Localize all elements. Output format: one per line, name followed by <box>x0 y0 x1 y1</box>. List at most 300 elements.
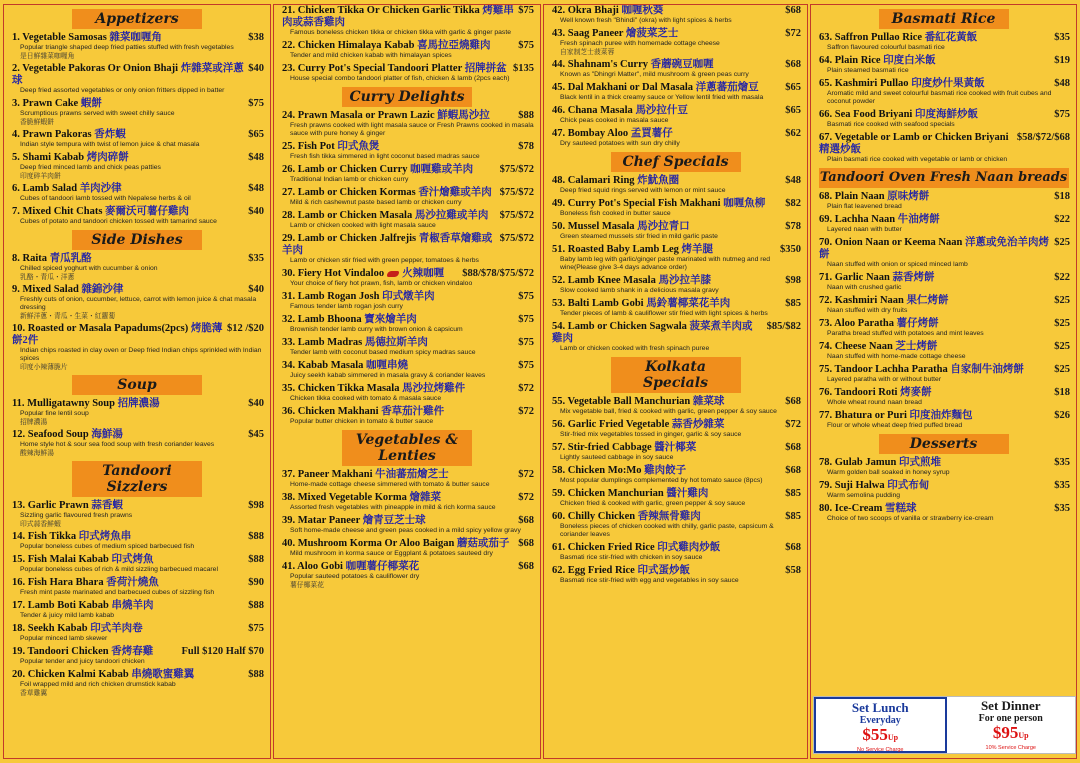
dish-name-chinese: 炸雜菜或洋蔥球 <box>12 63 244 86</box>
dish-name-line <box>552 128 673 140</box>
dish-description: Green steamed mussels stir fried in mild garlic paste <box>560 233 718 240</box>
dish-name-chinese: 雞肉餃子 <box>644 465 687 476</box>
dish-price: $25 <box>1054 341 1070 352</box>
dish-price: $68 <box>518 538 534 549</box>
dish-name-chinese: 咖喱雞或羊肉 <box>410 164 474 175</box>
dish-description: House special combo tandoori platter of fish, chicken & lamb (2pcs each) <box>290 75 510 82</box>
dish-name-line <box>282 291 435 303</box>
menu-item-row <box>12 98 264 110</box>
dish-price: $75/$72 <box>499 210 534 221</box>
menu-item <box>274 210 540 230</box>
dish-name-chinese: 芝士烤餅 <box>895 341 938 352</box>
dish-name: 63. Saffron Pullao Rice <box>819 32 923 43</box>
dish-name: 65. Kashmiri Pullao <box>819 78 909 89</box>
menu-item <box>811 503 1076 523</box>
menu-item-row <box>819 32 1070 44</box>
dish-name: 23. Curry Pot's Special Tandoori Platter <box>282 63 463 74</box>
dish-description: Tender & juicy mild lamb kabab <box>20 612 115 619</box>
dish-name-chinese: 香炸蝦 <box>94 129 126 140</box>
dish-name: 39. Matar Paneer <box>282 515 361 526</box>
dish-name-line <box>819 318 939 330</box>
dish-name: 2. Vegetable Pakoras Or Onion Bhaji <box>12 63 179 74</box>
menu-item <box>544 5 807 25</box>
dish-name: 10. Roasted or Masala Papadums(2pcs) <box>12 323 189 334</box>
menu-item <box>544 511 807 539</box>
dish-name-line <box>552 5 663 17</box>
menu-item <box>274 360 540 380</box>
dish-name: 69. Lachha Naan <box>819 214 896 225</box>
dish-name: 68. Plain Naan <box>819 191 885 202</box>
dish-name-chinese: 雜菜咖喱角 <box>109 32 162 43</box>
menu-item-row <box>282 360 534 372</box>
dish-name: 55. Vegetable Ball Manchurian <box>552 396 691 407</box>
menu-item-row <box>12 32 264 44</box>
dish-description: Saffron flavoured colourful basmati rice <box>827 44 945 51</box>
dish-name: 31. Lamb Rogan Josh <box>282 291 380 302</box>
menu-item-row <box>282 5 534 29</box>
dish-name: 24. Prawn Masala or Prawn Lazic <box>282 110 435 121</box>
dish-description: Plain basmati rice cooked with vegetable or lamb or chicken <box>827 156 1008 163</box>
dish-name: 61. Chicken Fried Rice <box>552 542 655 553</box>
menu-item <box>4 531 270 551</box>
dish-name: 19. Tandoori Chicken <box>12 646 109 657</box>
dish-name-line <box>12 398 160 410</box>
dish-price: $75 <box>518 337 534 348</box>
dish-description-chinese: 印度碎羊肉餅 <box>20 172 61 180</box>
dish-name-chinese: 燴菠菜芝士 <box>625 28 679 39</box>
dish-description-chinese: 新鮮洋蔥・青瓜・生菜・紅蘿蔔 <box>20 312 116 320</box>
dish-name-line <box>819 55 936 67</box>
dish-price: $38 <box>248 32 264 43</box>
dish-name-chinese: 印式雞肉炒飯 <box>657 542 721 553</box>
dish-name-chinese: 招牌拼盆 <box>464 63 507 74</box>
dish-description: Lamb or chicken cooked with fresh spinach puree <box>560 345 710 352</box>
dish-name: 20. Chicken Kalmi Kabab <box>12 669 129 680</box>
dish-description: Soft home-made cheese and green peas cooked in a mild spicy yellow gravy <box>290 527 521 534</box>
dish-name-chinese: 自家制牛油烤餅 <box>950 364 1024 375</box>
set-dinner-price: $95Up <box>992 723 1029 742</box>
menu-item <box>811 191 1076 211</box>
menu-item-row <box>12 183 264 195</box>
dish-description: Popular fine lentil soup <box>20 410 89 417</box>
dish-description-chinese: 印式蒜香鮮蝦 <box>20 520 61 528</box>
dish-name-chinese: 烤肉碎餅 <box>86 152 129 163</box>
dish-description: Indian style tempura with twist of lemon juice & chat masala <box>20 141 200 148</box>
dish-price: $75/$72 <box>499 233 534 244</box>
dish-price: $75 <box>518 291 534 302</box>
dish-price: $19 <box>1054 55 1070 66</box>
menu-item-row <box>552 488 801 500</box>
menu-item <box>544 298 807 318</box>
menu-item <box>274 314 540 334</box>
dish-name-line <box>282 210 488 222</box>
dish-price: $22 <box>1054 272 1070 283</box>
dish-name-line <box>552 565 690 577</box>
dish-name-chinese: 牛油烤餅 <box>897 214 940 225</box>
dish-name-line <box>282 110 490 122</box>
dish-price: $35 <box>248 253 264 264</box>
dish-name-chinese: 印式燉羊肉 <box>382 291 435 302</box>
dish-name: 3. Prawn Cake <box>12 98 79 109</box>
dish-name-chinese: 印度炒什果黃飯 <box>911 78 985 89</box>
dish-name-chinese: 招牌濃湯 <box>117 398 160 409</box>
menu-item <box>544 488 807 508</box>
menu-item <box>274 110 540 138</box>
dish-price: $18 <box>1054 191 1070 202</box>
dish-name-line <box>12 577 159 589</box>
menu-item-row <box>282 40 534 52</box>
menu-item <box>4 323 270 371</box>
menu-item <box>4 398 270 426</box>
dish-description: Chick peas cooked in masala sauce <box>560 117 669 124</box>
menu-item <box>544 442 807 462</box>
dish-description: Assorted fresh vegetables with pineapple in mild & rich korma sauce <box>290 504 496 511</box>
dish-price: $68 <box>518 561 534 572</box>
menu-item <box>274 187 540 207</box>
set-dinner-note: 10% Service Charge <box>985 745 1036 751</box>
menu-item <box>544 82 807 102</box>
set-lunch-sub: Everyday <box>859 715 901 726</box>
dish-description: Naan with crushed garlic <box>827 284 902 291</box>
dish-name: 45. Dal Makhani or Dal Masala <box>552 82 693 93</box>
menu-item-row <box>552 511 801 523</box>
menu-item-row <box>819 132 1070 156</box>
dish-description: Cubes of tandoori lamb tossed with Nepalese herbs & oil <box>20 195 191 202</box>
menu-item-row <box>819 55 1070 67</box>
menu-item <box>4 554 270 574</box>
dish-name-line <box>819 32 977 44</box>
dish-name-line <box>12 669 194 681</box>
dish-name-chinese: 燴雜菜 <box>409 492 441 503</box>
dish-name-chinese: 香蘑碗豆咖喱 <box>650 59 714 70</box>
dish-name: 30. Fiery Hot Vindaloo <box>282 268 385 279</box>
dish-name-line <box>552 105 688 117</box>
dish-description: Plain steamed basmati rice <box>827 67 909 74</box>
dish-name-chinese: 印式魚煲 <box>337 141 380 152</box>
dish-price: $75 <box>1054 109 1070 120</box>
dish-price: $75 <box>518 40 534 51</box>
dish-name-chinese: 寶來燴羊肉 <box>364 314 417 325</box>
dish-name-chinese: 咖喱秋葵 <box>621 5 664 16</box>
menu-item <box>274 141 540 161</box>
section-title: Kolkata Specials <box>611 357 741 393</box>
dish-description: Home style hot & sour sea food soup with fresh coriander leaves <box>20 441 215 448</box>
dish-name-line <box>282 63 507 75</box>
menu-item <box>274 492 540 512</box>
dish-name-line <box>552 82 759 94</box>
dish-price: $25 <box>1054 295 1070 306</box>
dish-price: $48 <box>248 152 264 163</box>
dish-price: $25 <box>1054 318 1070 329</box>
dish-name-chinese: 醬汁椰菜 <box>654 442 697 453</box>
dish-name: 11. Mulligatawny Soup <box>12 398 115 409</box>
dish-name-line <box>819 237 1050 261</box>
dish-name: 33. Lamb Madras <box>282 337 363 348</box>
dish-description: Tender pieces of lamb & cauliflower stir fried with light spices & herbs <box>560 310 768 317</box>
dish-name-chinese: 喜馬拉亞燒雞肉 <box>417 40 491 51</box>
dish-price: $88 <box>518 110 534 121</box>
dish-price: $72 <box>518 406 534 417</box>
menu-item-row <box>282 314 534 326</box>
dish-description: Mild & rich cashewnut paste based lamb or chicken curry <box>290 199 462 206</box>
dish-name: 21. Chicken Tikka Or Chicken Garlic Tikka <box>282 5 480 16</box>
dish-description: Tender and mild chicken kabab with himalayan spices <box>290 52 452 59</box>
dish-price: $75 <box>248 623 264 634</box>
menu-item-row <box>552 221 801 233</box>
dish-price: $35 <box>1054 32 1070 43</box>
dish-name-line <box>282 337 428 349</box>
menu-item <box>544 198 807 218</box>
dish-name-line <box>552 396 724 408</box>
dish-price: $68 <box>785 542 801 553</box>
menu-item-row <box>282 406 534 418</box>
dish-name-line <box>282 187 492 199</box>
dish-name-chinese: 香草茄汁雞件 <box>381 406 445 417</box>
dish-name-chinese: 蒜香炒雜菜 <box>671 419 725 430</box>
menu-item <box>811 341 1076 361</box>
dish-name: 36. Chicken Makhani <box>282 406 379 417</box>
menu-item <box>544 275 807 295</box>
menu-item <box>811 295 1076 315</box>
set-dinner-box <box>947 697 1076 753</box>
menu-item <box>4 63 270 95</box>
dish-description: Indian chips roasted in clay oven or Deep fried Indian chips sprinkled with Indian spices <box>20 347 262 362</box>
dish-name: 16. Fish Hara Bhara <box>12 577 104 588</box>
dish-name-chinese: 火辣咖喱 <box>402 268 445 279</box>
dish-name: 67. Vegetable or Lamb or Chicken Briyani <box>819 132 1009 143</box>
dish-price: $12 /$20 <box>226 323 264 334</box>
dish-name-line <box>282 268 444 280</box>
dish-description: Famous boneless chicken tikka or chicken tikka with garlic & ginger paste <box>290 29 512 36</box>
dish-name-line <box>12 32 162 44</box>
dish-name-line <box>282 164 473 176</box>
dish-description-chinese: 香草雞翼 <box>20 689 48 697</box>
dish-price: $78 <box>785 221 801 232</box>
menu-item-row <box>819 503 1070 515</box>
menu-item <box>274 233 540 265</box>
dish-name: 58. Chicken Mo:Mo <box>552 465 642 476</box>
dish-name-line <box>819 78 985 90</box>
set-dinner-sub: For one person <box>978 713 1043 724</box>
dish-description-chinese: 酸辣海鮮湯 <box>20 449 54 457</box>
dish-description: Scrumptious prawns served with sweet chilly sauce <box>20 110 175 117</box>
menu-item-row <box>552 419 801 431</box>
dish-price: $88/$78/$75/$72 <box>462 268 534 279</box>
column-4-items <box>811 9 1076 523</box>
dish-name: 34. Kabab Masala <box>282 360 364 371</box>
menu-item-row <box>12 429 264 441</box>
menu-item-row <box>12 206 264 218</box>
dish-name-line <box>819 191 929 203</box>
dish-name: 40. Mushroom Korma Or Aloo Baigan <box>282 538 455 549</box>
menu-item-row <box>819 78 1070 90</box>
menu-item <box>544 419 807 439</box>
menu-item <box>544 565 807 585</box>
dish-description: Warm golden ball soaked in honey syrup <box>827 469 950 476</box>
dish-name-chinese: 燴青豆芝士球 <box>362 515 426 526</box>
dish-name: 8. Raita <box>12 253 47 264</box>
dish-price: $78 <box>518 141 534 152</box>
dish-name-chinese: 原味烤餅 <box>887 191 930 202</box>
dish-name-chinese: 海鮮湯 <box>91 429 123 440</box>
menu-item-row <box>552 59 801 71</box>
dish-name-line <box>282 5 514 29</box>
dish-description: Fresh spinach puree with homemade cottage cheese <box>560 40 720 47</box>
dish-price: $68 <box>785 465 801 476</box>
menu-item-row <box>552 28 801 40</box>
dish-name: 78. Gulab Jamun <box>819 457 897 468</box>
menu-item <box>274 383 540 403</box>
dish-price: $40 <box>248 206 264 217</box>
menu-item-row <box>282 187 534 199</box>
dish-description-chinese: 是日鮮雜菜咖喱角 <box>20 52 75 60</box>
dish-price: $88 <box>248 669 264 680</box>
menu-item <box>274 5 540 37</box>
dish-name-chinese: 菠菜煮羊肉或雞肉 <box>552 321 753 344</box>
dish-price: $68 <box>785 5 801 16</box>
dish-price: Full $120 Half $70 <box>181 646 264 657</box>
menu-item <box>274 337 540 357</box>
dish-name-chinese: 印度海鮮炒飯 <box>914 109 978 120</box>
dish-name-chinese: 蒜香蝦 <box>91 500 123 511</box>
menu-item <box>811 78 1076 106</box>
menu-item <box>544 221 807 241</box>
dish-description: Stir-fried mix vegetables tossed in ginger, garlic & soy sauce <box>560 431 742 438</box>
menu-item <box>274 63 540 83</box>
dish-name-line <box>12 63 244 87</box>
dish-name-chinese: 精選炒飯 <box>819 144 861 155</box>
dish-price: $65 <box>785 82 801 93</box>
menu-item <box>4 206 270 226</box>
dish-description: Chilled spiced yoghurt with cucumber & onion <box>20 265 158 272</box>
dish-name-line <box>282 469 449 481</box>
dish-price: $58/$72/$68 <box>1016 132 1070 143</box>
section-title: Curry Delights <box>342 87 472 107</box>
dish-name-chinese: 香辣無骨雞肉 <box>637 511 701 522</box>
menu-item <box>811 237 1076 269</box>
menu-item-row <box>552 244 801 256</box>
menu-item <box>4 32 270 60</box>
dish-name: 29. Lamb or Chicken Jalfrejis <box>282 233 417 244</box>
dish-price: $45 <box>248 429 264 440</box>
dish-description: Home-made cottage cheese simmered with tomato & butter sauce <box>290 481 490 488</box>
dish-price: $88 <box>248 531 264 542</box>
menu-item <box>811 364 1076 384</box>
menu-item <box>811 272 1076 292</box>
dish-price: $48 <box>785 175 801 186</box>
dish-price: $72 <box>785 419 801 430</box>
dish-name-chinese: 蘑菇或茄子 <box>456 538 510 549</box>
dish-name-line <box>12 284 123 296</box>
dish-price: $40 <box>248 284 264 295</box>
dish-name-chinese: 羊肉沙律 <box>79 183 122 194</box>
menu-item <box>544 396 807 416</box>
dish-name-chinese: 孟買薯仔 <box>630 128 673 139</box>
dish-price: $75/$72 <box>499 187 534 198</box>
menu-item-row <box>12 646 264 658</box>
dish-name: 27. Lamb or Chicken Kormas <box>282 187 416 198</box>
dish-name-chinese: 印度油炸麵包 <box>909 410 973 421</box>
dish-name-chinese: 馬鈴薯椰菜花羊肉 <box>646 298 731 309</box>
dish-name-line <box>552 511 701 523</box>
dish-price: $72 <box>518 492 534 503</box>
menu-item-row <box>12 554 264 566</box>
dish-description: Basmati rice cooked with seafood specials <box>827 121 955 128</box>
menu-item <box>274 561 540 589</box>
menu-item <box>811 387 1076 407</box>
dish-name: 6. Lamb Salad <box>12 183 78 194</box>
dish-description: Lamb or chicken stir fried with green pepper, tomatoes & herbs <box>290 257 479 264</box>
dish-name-chinese: 雜錦沙律 <box>81 284 124 295</box>
section-title: Appetizers <box>72 9 202 29</box>
dish-name-line <box>12 253 92 265</box>
dish-price: $18 <box>1054 387 1070 398</box>
dish-description: Famous tender lamb rogan josh curry <box>290 303 403 310</box>
menu-item <box>811 457 1076 477</box>
dish-name: 12. Seafood Soup <box>12 429 89 440</box>
dish-price: $35 <box>1054 480 1070 491</box>
dish-name-chinese: 烤雞串肉或蒜香雞肉 <box>282 5 514 28</box>
dish-price: $82 <box>785 198 801 209</box>
dish-name-chinese: 薯仔烤餅 <box>896 318 939 329</box>
set-lunch-box <box>814 697 947 753</box>
dish-name-chinese: 烤麥餅 <box>900 387 932 398</box>
dish-price: $25 <box>1054 237 1070 248</box>
dish-price: $35 <box>1054 457 1070 468</box>
dish-name: 46. Chana Masala <box>552 105 633 116</box>
dish-name: 64. Plain Rice <box>819 55 881 66</box>
dish-price: $40 <box>248 398 264 409</box>
dish-name-chinese: 串燒歌蜜雞翼 <box>131 669 195 680</box>
menu-item-row <box>282 268 534 280</box>
dish-name-line <box>282 561 419 573</box>
menu-item <box>4 669 270 697</box>
dish-name: 48. Calamari Ring <box>552 175 635 186</box>
dish-name-chinese: 蝦餅 <box>80 98 102 109</box>
dish-price: $75/$72 <box>499 164 534 175</box>
dish-name: 38. Mixed Vegetable Korma <box>282 492 407 503</box>
dish-description-chinese: 印度小辣薄脆片 <box>20 363 68 371</box>
menu-item-row <box>552 542 801 554</box>
dish-name-line <box>552 175 679 187</box>
menu-item-row <box>12 577 264 589</box>
menu-item-row <box>282 110 534 122</box>
dish-name-chinese: 青椒香草燴雞或羊肉 <box>282 233 493 256</box>
dish-description: Whole wheat round naan bread <box>827 399 922 406</box>
dish-name-chinese: 醬汁雞肉 <box>666 488 709 499</box>
dish-name-line <box>282 141 379 153</box>
dish-description: Fresh fish tikka simmered in light coconut based madras sauce <box>290 153 480 160</box>
menu-item-row <box>282 141 534 153</box>
menu-item <box>544 465 807 485</box>
menu-item-row <box>819 410 1070 422</box>
chili-icon <box>387 271 399 277</box>
menu-item-row <box>12 284 264 296</box>
dish-name: 52. Lamb Knee Masala <box>552 275 656 286</box>
menu-item-row <box>819 387 1070 399</box>
dish-name-line <box>819 387 932 399</box>
dish-name: 14. Fish Tikka <box>12 531 77 542</box>
menu-column-4 <box>810 4 1077 759</box>
menu-item <box>4 577 270 597</box>
menu-item-row <box>819 272 1070 284</box>
dish-price: $98 <box>785 275 801 286</box>
menu-item-row <box>282 492 534 504</box>
menu-item <box>811 318 1076 338</box>
dish-name: 57. Stir-fried Cabbage <box>552 442 652 453</box>
menu-item <box>4 284 270 320</box>
menu-item <box>4 183 270 203</box>
